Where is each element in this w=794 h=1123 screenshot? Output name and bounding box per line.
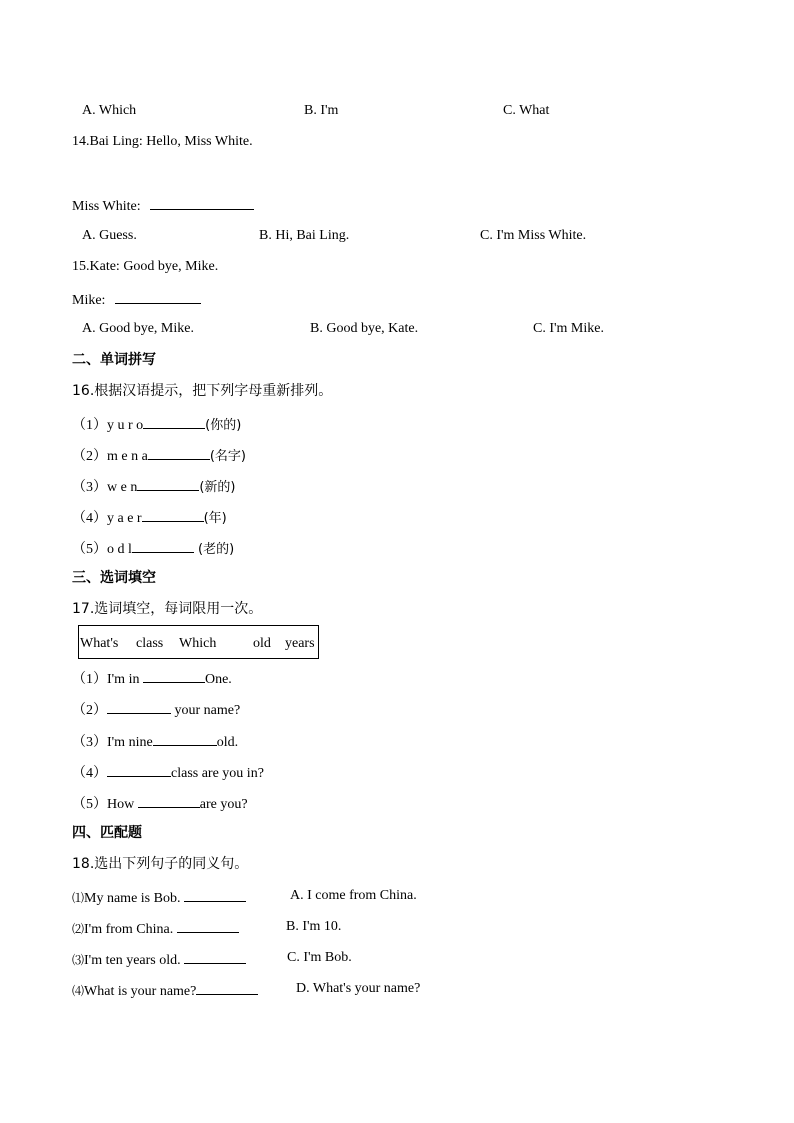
q18-prompt: 18.选出下列句子的同义句。 — [72, 856, 249, 872]
scrambled-letters: y a e r — [107, 511, 142, 526]
answer-blank[interactable] — [153, 731, 217, 746]
q17-item-3 — [72, 731, 238, 752]
q15-reply-speaker: Mike: — [72, 293, 106, 308]
q16-item-4 — [72, 507, 227, 528]
sentence-before: I'm nine — [107, 735, 153, 750]
scrambled-letters: m e n a — [107, 449, 148, 464]
scrambled-letters: y u r o — [107, 418, 144, 433]
q18-item-2 — [72, 918, 239, 939]
sentence-after: your name? — [171, 703, 241, 718]
q14-option-b: B. Hi, Bai Ling. — [259, 228, 350, 243]
sentence-after: class are you in? — [171, 766, 264, 781]
item-number: ⑷ — [72, 984, 85, 998]
q14-reply-speaker: Miss White: — [72, 199, 141, 214]
section4-title: 四、匹配题 — [72, 825, 142, 841]
q18-option-b: B. I'm 10. — [286, 919, 342, 934]
q15-prompt: 15.Kate: Good bye, Mike. — [72, 259, 219, 274]
word-bank-box — [78, 625, 319, 659]
q17-prompt: 17.选词填空，每词限用一次。 — [72, 601, 263, 617]
q15-option-c: C. I'm Mike. — [533, 321, 604, 336]
item-number: （4） — [72, 766, 107, 781]
q13-option-b: B. I'm — [304, 103, 339, 118]
q18-item-1 — [72, 887, 246, 908]
chinese-hint: (年) — [203, 511, 227, 526]
q13-option-a: A. Which — [82, 103, 137, 118]
q15-reply — [72, 289, 201, 310]
chinese-hint: (你的) — [205, 418, 242, 433]
item-number: ⑶ — [72, 953, 85, 967]
sentence-before: How — [107, 797, 138, 812]
q18-item-3 — [72, 949, 246, 970]
answer-blank[interactable] — [148, 445, 210, 460]
answer-blank[interactable] — [132, 538, 194, 553]
sentence-after: are you? — [199, 797, 248, 812]
q17-item-1 — [72, 668, 232, 689]
q17-item-4 — [72, 762, 264, 783]
item-number: （4） — [72, 511, 107, 526]
q16-prompt: 16.根据汉语提示，把下列字母重新排列。 — [72, 383, 333, 399]
q18-item-4 — [72, 980, 258, 1001]
item-number: （2） — [72, 449, 107, 464]
q14-answer-blank[interactable] — [150, 195, 254, 210]
q15-option-b: B. Good bye, Kate. — [310, 321, 419, 336]
item-number: （3） — [72, 735, 107, 750]
q14-option-a: A. Guess. — [82, 228, 137, 243]
q14-reply — [72, 195, 254, 216]
q14-prompt: 14.Bai Ling: Hello, Miss White. — [72, 134, 253, 149]
item-number: （2） — [72, 703, 107, 718]
chinese-hint: (新的) — [199, 480, 236, 495]
answer-blank[interactable] — [107, 699, 171, 714]
answer-blank[interactable] — [143, 414, 205, 429]
answer-blank[interactable] — [142, 507, 204, 522]
q17-item-2 — [72, 699, 240, 720]
q18-option-c: C. I'm Bob. — [287, 950, 352, 965]
item-number: ⑴ — [72, 891, 85, 905]
sentence: My name is Bob. — [84, 891, 181, 906]
scrambled-letters: o d l — [107, 542, 132, 557]
section2-title: 二、单词拼写 — [72, 352, 156, 368]
q14-option-c: C. I'm Miss White. — [480, 228, 587, 243]
word-bank-word: old — [253, 636, 271, 651]
word-bank-word: class — [136, 636, 164, 651]
answer-blank[interactable] — [138, 793, 200, 808]
answer-blank[interactable] — [107, 762, 171, 777]
answer-blank[interactable] — [196, 980, 258, 995]
word-bank-word: Which — [179, 636, 217, 651]
answer-blank[interactable] — [143, 668, 205, 683]
q18-option-a: A. I come from China. — [290, 888, 417, 903]
q16-item-5 — [72, 538, 234, 559]
q16-item-1 — [72, 414, 241, 435]
q15-answer-blank[interactable] — [115, 289, 201, 304]
item-number: （3） — [72, 480, 107, 495]
sentence: What is your name? — [84, 984, 197, 999]
section3-title: 三、选词填空 — [72, 570, 156, 586]
q18-option-d: D. What's your name? — [296, 981, 421, 996]
q13-option-c: C. What — [503, 103, 550, 118]
answer-blank[interactable] — [137, 476, 199, 491]
sentence-after: One. — [204, 672, 232, 687]
q16-item-2 — [72, 445, 246, 466]
sentence-after: old. — [216, 735, 239, 750]
item-number: （5） — [72, 542, 107, 557]
sentence: I'm from China. — [84, 922, 174, 937]
item-number: （1） — [72, 418, 107, 433]
sentence-before: I'm in — [107, 672, 143, 687]
word-bank-word: What's — [80, 636, 119, 651]
answer-blank[interactable] — [184, 887, 246, 902]
item-number: （1） — [72, 672, 107, 687]
answer-blank[interactable] — [184, 949, 246, 964]
q17-item-5 — [72, 793, 248, 814]
item-number: （5） — [72, 797, 107, 812]
scrambled-letters: w e n — [107, 480, 138, 495]
chinese-hint: (名字) — [209, 449, 246, 464]
chinese-hint: (老的) — [193, 542, 235, 557]
item-number: ⑵ — [72, 922, 85, 936]
answer-blank[interactable] — [177, 918, 239, 933]
q16-item-3 — [72, 476, 235, 497]
sentence: I'm ten years old. — [84, 953, 181, 968]
word-bank-word: years — [285, 636, 315, 651]
q15-option-a: A. Good bye, Mike. — [82, 321, 194, 336]
